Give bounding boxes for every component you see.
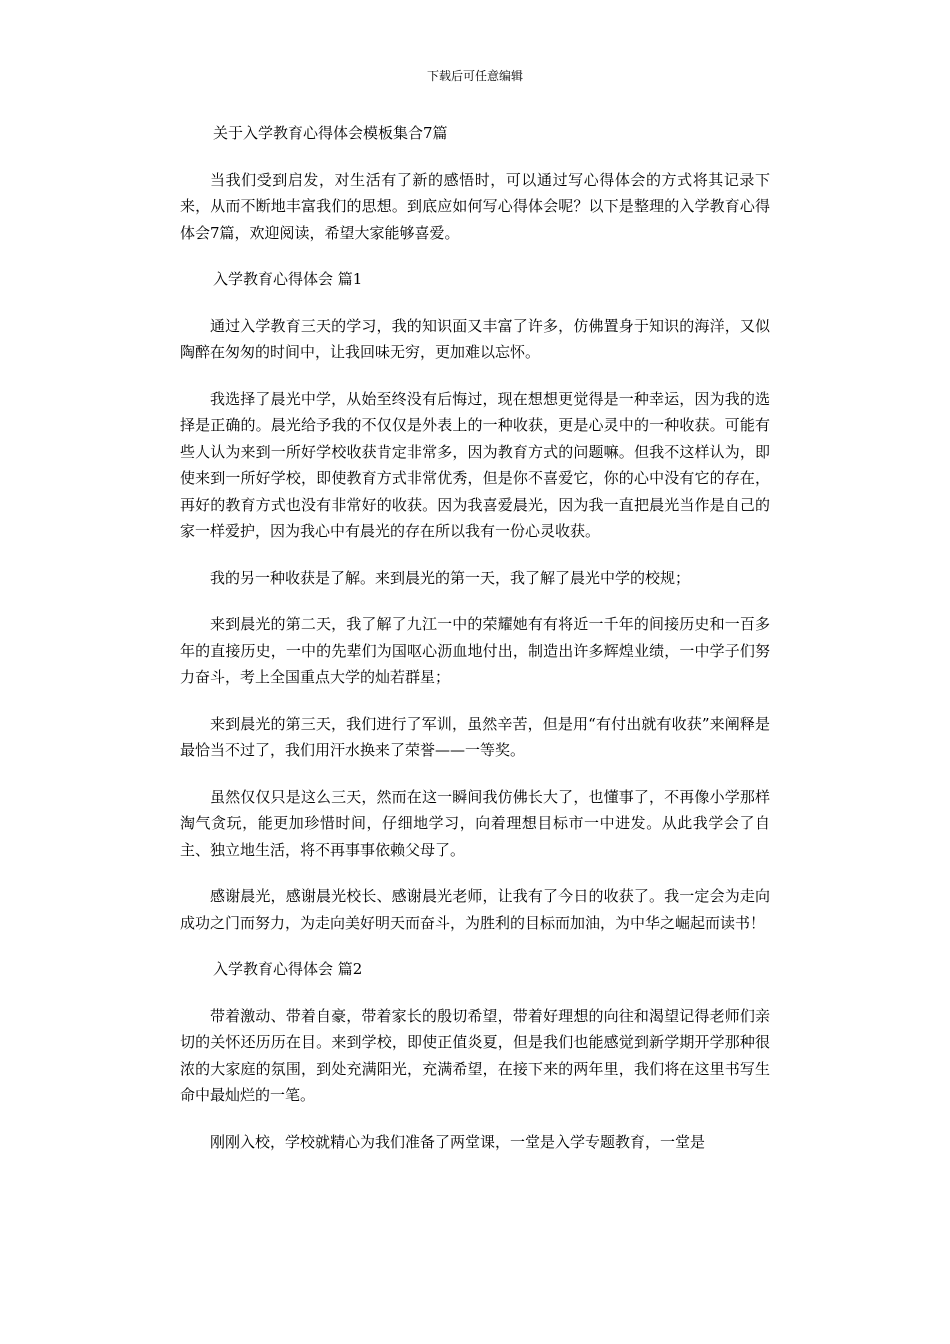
document-body: [180, 120, 770, 1175]
paragraph: 刚刚入校，学校就精心为我们准备了两堂课，一堂是入学专题教育，一堂是: [210, 1132, 706, 1151]
paragraph: 我的另一种收获是了解。来到晨光的第一天，我了解了晨光中学的校规；: [210, 568, 691, 587]
paragraph: 我选择了晨光中学，从始至终没有后悔过，现在想想更觉得是一种幸运，因为我的选择是正确的。晨光给予我的不仅仅是外表上的一种收获，更是心灵中的一种收获。可能有些人认为来到一所好学校收获肯定非常多，因为教育方式的问题嘛。但我不这样认为，即使来到一所好学校，即使教育方式非常优秀，但是你不喜爱它，你的心中没有它的存在，再好的教育方式也没有非常好的收获。因为我喜爱晨光，因为我一直把晨光当作是自己的家一样爱护，因为我心中有晨光的存在所以我有一份心灵收获。: [180, 389, 770, 540]
paragraph: 虽然仅仅只是这么三天，然而在这一瞬间我仿佛长大了，也懂事了，不再像小学那样淘气贪玩，能更加珍惜时间，仔细地学习，向着理想目标市一中进发。从此我学会了自主、独立地生活，将不再事事依赖父母了。: [180, 787, 770, 859]
paragraph: 通过入学教育三天的学习，我的知识面又丰富了许多，仿佛置身于知识的海洋，又似陶醉在匆匆的时间中，让我回味无穷，更加难以忘怀。: [180, 316, 770, 361]
paragraph: 感谢晨光，感谢晨光校长、感谢晨光老师，让我有了今日的收获了。我一定会为走向成功之门而努力，为走向美好明天而奋斗，为胜利的目标而加油，为中华之崛起而读书！: [180, 887, 770, 932]
paragraph: 来到晨光的第三天，我们进行了军训，虽然辛苦，但是用“有付出就有收获”来阐释是最恰当不过了，我们用汗水换来了荣誉——一等奖。: [180, 714, 770, 759]
section-heading-2: 入学教育心得体会 篇2: [213, 960, 363, 978]
section-heading-1: 入学教育心得体会 篇1: [213, 270, 363, 288]
download-note: 下载后可任意编辑: [426, 69, 523, 83]
intro-paragraph: 当我们受到启发，对生活有了新的感悟时，可以通过写心得体会的方式将其记录下来，从而不断地丰富我们的思想。到底应如何写心得体会呢？以下是整理的入学教育心得体会7篇，欢迎阅读，希望大家能够喜爱。: [180, 170, 770, 242]
paragraph: 带着激动、带着自豪，带着家长的殷切希望，带着好理想的向往和渴望记得老师们亲切的关怀还历历在目。来到学校，即使正值炎夏，但是我们也能感觉到新学期开学那种很浓的大家庭的氛围，到处充满阳光，充满希望，在接下来的两年里，我们将在这里书写生命中最灿烂的一笔。: [180, 1006, 770, 1104]
document-title: 关于入学教育心得体会模板集合7篇: [213, 124, 448, 142]
paragraph: 来到晨光的第二天，我了解了九江一中的荣耀她有有将近一千年的间接历史和一百多年的直接历史，一中的先辈们为国呕心沥血地付出，制造出许多辉煌业绩，一中学子们努力奋斗，考上全国重点大学的灿若群星；: [180, 615, 770, 686]
